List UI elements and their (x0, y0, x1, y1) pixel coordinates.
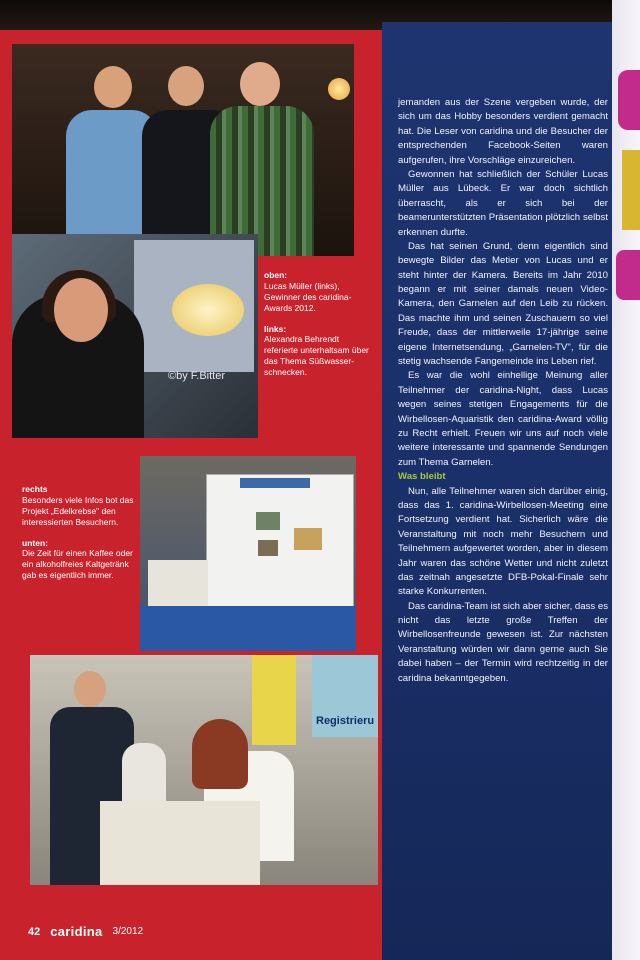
caption-label: links: (264, 323, 287, 334)
person-hair (192, 719, 248, 789)
speaker-face (54, 278, 108, 342)
registration-sign: Registrieru (316, 715, 375, 727)
person-head (240, 62, 280, 106)
project-poster (206, 474, 354, 612)
photo-credit: ©by F.Bitter (168, 370, 226, 382)
article-body (398, 96, 608, 686)
blue-floor (140, 606, 356, 651)
lamp (328, 78, 350, 100)
photo-speaker (12, 234, 258, 438)
photo-exhibition-board (140, 456, 356, 651)
person-head (94, 66, 132, 108)
poster-header (240, 478, 310, 488)
person-head (168, 66, 204, 106)
caption-label: unten: (22, 537, 48, 548)
poster-photo (258, 540, 278, 556)
page-number: 42 (28, 925, 41, 938)
caption-text: Die Zeit für einen Kaffee oder ein alkoholfreies Kaltgetränk gab es eigentlich immer. (22, 548, 133, 581)
next-page-graphic (618, 70, 640, 130)
banner-yellow (252, 655, 296, 745)
article-paragraph: Das hat seinen Grund, denn eigentlich sind bewegte Bilder das Metier von Lucas und er steht hinter der Kamera. Bereits im Jahr 2010 begann er mit seiner damals neuen Video-Kamera, den Garnelen auf den Leib zu rücken. Das machte ihm und seinen Zuschauern so viel Freude, dass der mittlerweile 17-jährige seine eigene Internetsendung, „Garnelen-TV", für die stetig wachsende Fangemeinde ins Leben rief. (398, 240, 608, 368)
section-heading: Was bleibt (398, 471, 446, 483)
magazine-logo: caridina (50, 924, 103, 939)
snail-shell-image (172, 284, 244, 336)
issue-number: 3/2012 (112, 926, 144, 937)
caption-text: Alexandra Behrendt referierte unterhaltsam über das Thema Süßwasserschnecken. (264, 334, 369, 377)
article-paragraph: Es war die wohl einhellige Meinung aller Teilnehmer der caridina-Night, dass Lucas wegen seines stetigen Engagements für die Wirbellosen-Aquaristik den caridina-Award völlig zu Recht erhielt. Freuen wir uns auf noch viele weitere interessante und spannende Sendungen zum Thema Garnelen. (398, 370, 608, 468)
photo-registration-stand (30, 655, 378, 885)
caption-label: rechts (22, 484, 48, 494)
article-paragraph: Nun, alle Teilnehmer waren sich darüber einig, dass das 1. caridina-Wirbellosen-Meeting eine Fortsetzung verdient hat. Sicherlich wäre die Veranstaltung mit noch mehr Besuchern und Teilnehmern aufgewertet worden, aber in diesem Jahr waren das schöne Wetter und nicht zuletzt das zeitnah angesetzte DFB-Pokal-Finale sehr starke Konkurrenten. (398, 485, 608, 598)
next-page-graphic (616, 250, 640, 300)
stand-table (100, 801, 260, 885)
next-page-edge (612, 0, 640, 960)
photo-award-ceremony (12, 44, 354, 256)
article-paragraph: Gewonnen hat schließlich der Schüler Lucas Müller aus Lübeck. Er war doch sichtlich überrascht, als er sich bei der beamerunterstützten Präsentation plötzlich selbst erkennen durfte. (398, 168, 608, 238)
poster-photo (294, 528, 322, 550)
article-paragraph: jemanden aus der Szene vergeben wurde, der sich um das Hobby besonders verdient gemacht hat. Die Leser von caridina und die Besucher der entsprechenden Facebook-Seiten waren aufgerufen, ihre Vorschläge einzureichen. (398, 97, 608, 166)
caption-text: Lucas Müller (links), Gewinner des caridina-Awards 2012. (264, 280, 352, 313)
page-footer (28, 924, 143, 939)
poster-photo (256, 512, 280, 530)
caption-text: Besonders viele Infos bot das Projekt „Edelkrebse" den interessierten Besuchern. (22, 494, 134, 527)
next-page-graphic (622, 150, 640, 230)
caption-middle (22, 484, 134, 581)
person-head (74, 671, 106, 707)
article-paragraph: Das caridina-Team ist sich aber sicher, dass es nicht das letzte große Treffen der Wirbellosenfreunde gewesen ist. Zur nächsten Veranstaltung würden wir dann gerne auch Sie dabei haben – der Termin wird rechtzeitig in der caridina bekanntgegeben. (398, 600, 608, 684)
caption-label: oben: (264, 270, 288, 280)
caption-top (264, 270, 374, 378)
